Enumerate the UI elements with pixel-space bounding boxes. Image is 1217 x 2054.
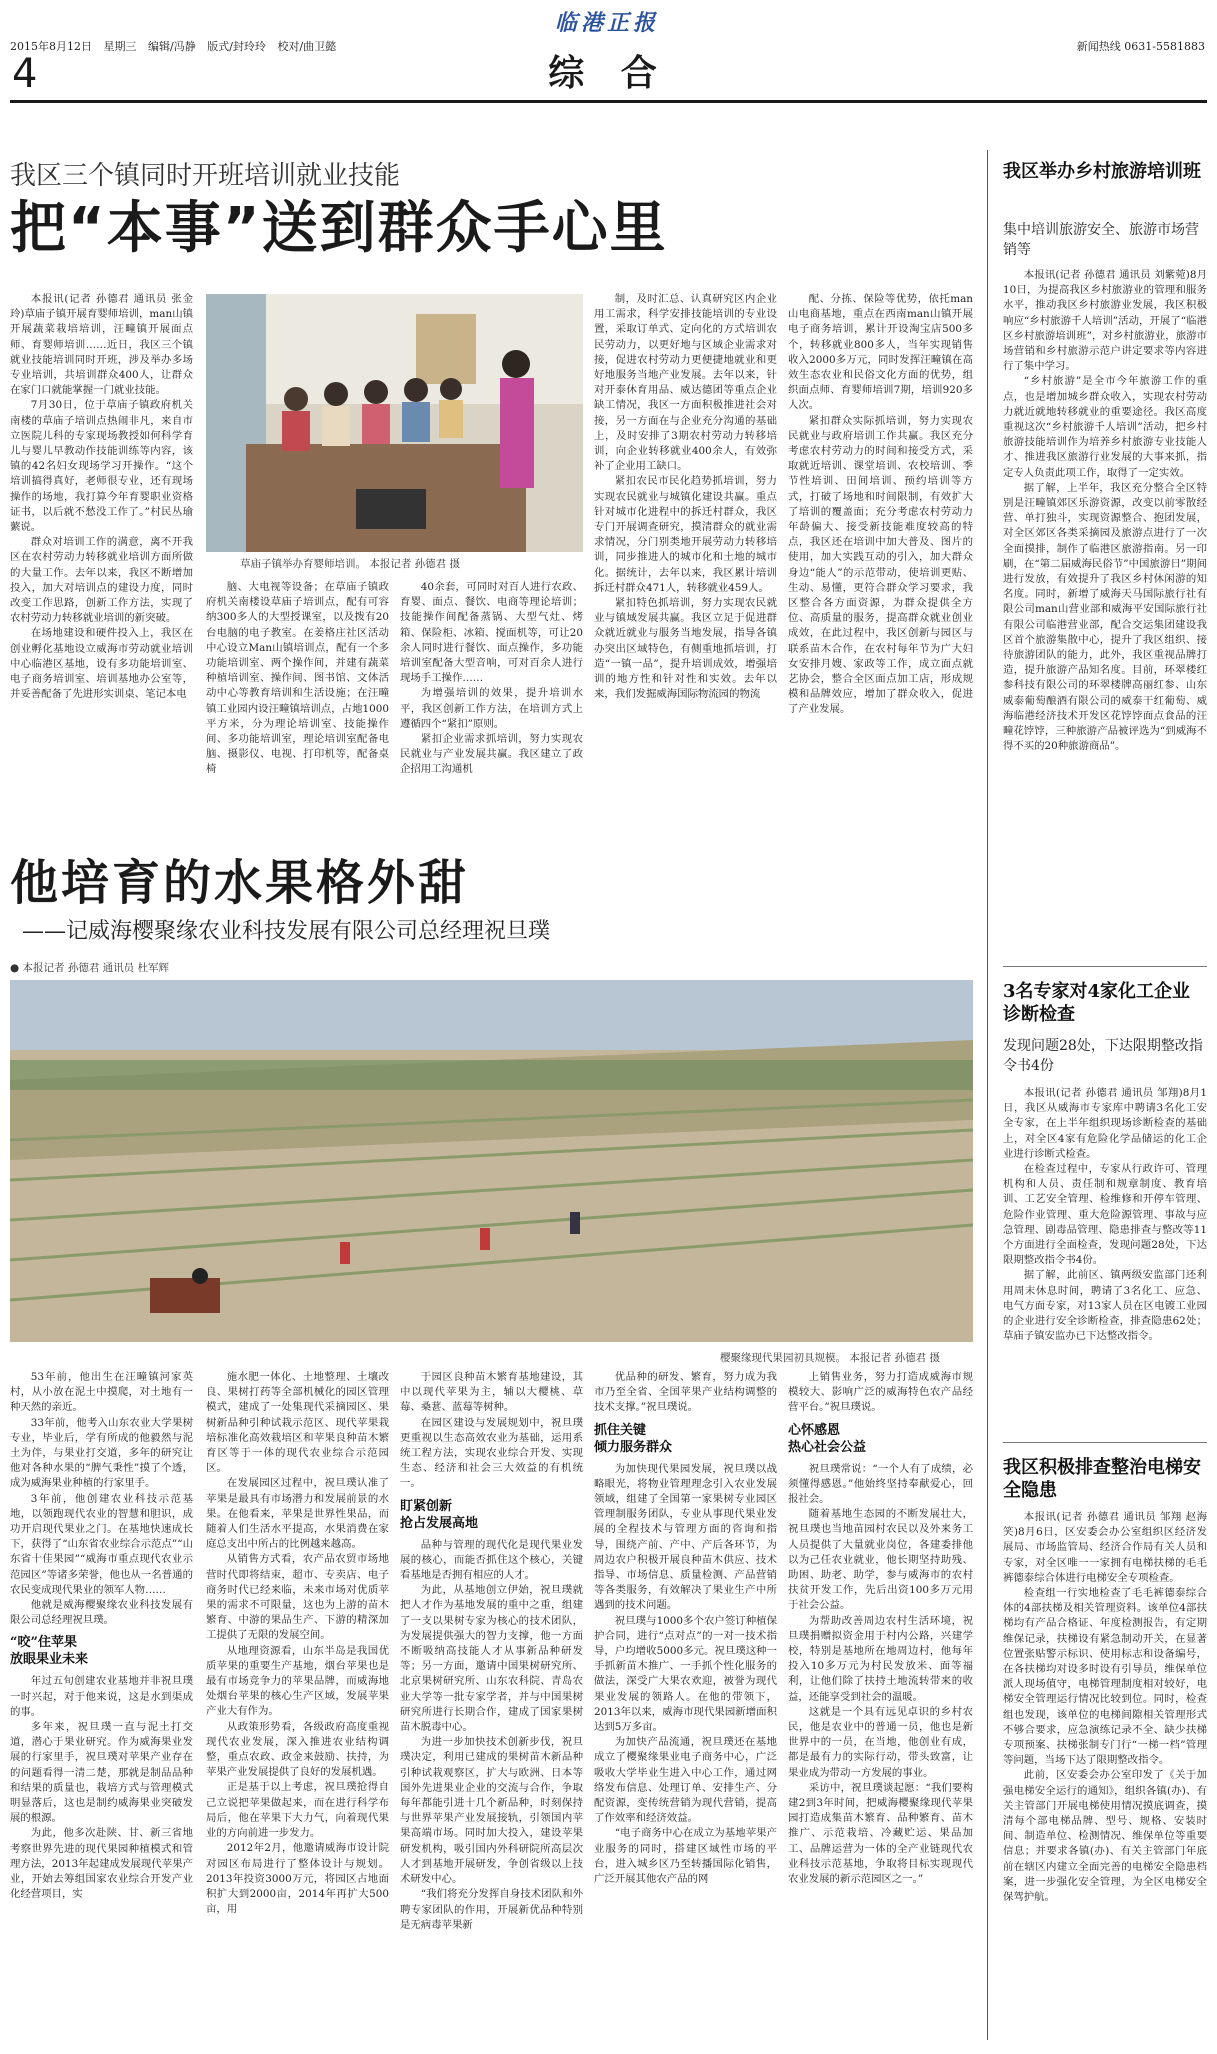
- a2-col4-p1: 优品种的研发、繁育，努力成为我市乃至全省、全国苹果产业结构调整的技术支撑。”祝旦璞说。: [594, 1371, 777, 1414]
- byline-marker: ●: [10, 962, 23, 974]
- a2-col3-p1: 于园区良种苗木繁育基地建设，其中以现代苹果为主，辅以大樱桃、草莓、桑葚、蓝莓等树种。: [400, 1371, 583, 1414]
- a1-col5-text-b: 紧扣群众实际抓培训，努力实现农民就业与政府培训工作共赢。我区充分考虑农村劳动力的时间和接受方式，采取就近培训、课堂培训、农校培训、季节性培训、田间培训、预约培训等方式，打破了场地和时间限制，有效扩大了培训的覆盖面；充分考虑农村劳动力年龄偏大、接受新技能难度较高的特点，我区还在培训中加大普及、图片的使用，加大实践互动的引入，加大群众身边“能人”的示范带动，使培训更贴、生动、易懂，更符合群众学习要求，我区整合各方面资源，为群众提供全方位、高质量的服务，提高群众就业创业成效，在此过程中，我区创新与园区与联系苗木合作，在农村每年节为广大妇女安排月嫂、家政等工作，成立面点就艺协会，整合全区面点加工店，形成规模和品牌效应，增加了群众收入，促进了产业发展。: [788, 414, 973, 716]
- side1-p3: 据了解，上半年，我区充分整合全区特别是汪疃镇郊区乐游资源，改变以前零散经营、单打独斗，实现资源整合、抱团发展，对全区郊区各类采摘园及旅游点进行了一次全面摸排，制作了临港区旅游指南。另一印刷，在“第二届威海民俗节”中国旅游日”期间进行发放，有效提升了我区乡村休闲游的知名度。同时，新增了威海天马国际旅行社有限公司man山营业部和威海平安国际旅行社有限公司临港营业部，配合交运集团建设我区首个旅游集散中心，提升了我区组织、接待旅游团队的能力，此外，我区重视品牌打造，提升旅游产品知名度。目前，环翠楼红参科技有限公司的环翠楼牌高丽红参、山东威泰葡萄酿酒有限公司的威泰干红葡萄、威海临港经济技术开发区花饽饽面点食品的汪疃花饽饽，三种旅游产品被评选为“到威海不得不买的20种旅游商品”。: [1003, 481, 1207, 753]
- section-title: 综 合: [548, 53, 669, 94]
- orchard-photo: [10, 980, 973, 1342]
- side1-p2: “乡村旅游”是全市今年旅游工作的重点，也是增加城乡群众收入，实现农村劳动力就近就地转移就业的重要途径。我区高度重视这次“乡村旅游千人培训”活动，把乡村旅游技能培训作为培养乡村旅游专业技能人才、推进我区旅游行业发展的大事来抓，指定专人负责此项工作，取得了一定实效。: [1003, 375, 1207, 479]
- a1-col5: [788, 292, 973, 830]
- a2-subhead-4: 心怀感恩 热心社会公益: [788, 1422, 867, 1455]
- a2-col1-p2: 33年前，他考入山东农业大学果树专业，毕业后，学有所成的他毅然与泥土为伴，与果业打交道，多年的研究让他对各种水果的“脾气秉性”摸了个透，成为威海果业种植的行家里手。: [10, 1416, 193, 1490]
- a2-col5-p1: 上销售业务，努力打造成威海市规模较大、影响广泛的威海特色农产品经营平台。”祝旦璞说。: [788, 1371, 973, 1414]
- a1-col3-text-c: 紧扣企业需求抓培训，努力实现农民就业与产业发展共赢。我区建立了政企招用工沟通机: [400, 733, 583, 776]
- a2-col2-p3: 从销售方式看，农产品农贸市场地营时代即将结束，超市、专卖店、电子商务时代已经来临，未来市场对优质苹果的需求不可限量，这也为上游的苗木繁育、中游的果品生产、下游的精深加工提供了无限的发展空间。: [206, 1553, 389, 1642]
- a2-col3-p3: 品种与管理的现代化是现代果业发展的核心，而能否抓住这个核心，关键看基地是否拥有相应的人才。: [400, 1538, 583, 1582]
- side3-p2: 检查组一行实地检查了毛毛裤德泰综合体的4部扶梯及相关管理资料。该单位4部扶梯均有产品合格证、年度检测报告，有定期维保记录，扶梯设有紧急制动开关，在显著位置张贴警示标识、使用标志和设备编号，在各扶梯均对设多时设有引导员，维保单位派人现场值守，电梯管理制度相对较好，电梯安全管理运行情况比较到位。同时，检查组也发现，该单位的电梯间隙相关管理形式不够合要求，应急演练记录不全、缺少扶梯专项预案、扶梯张制专门行“一梯一档”管理等问题，当场下达了限期整改指令。: [1003, 1587, 1207, 1767]
- a2-col5-p6: 采访中，祝旦璞谈起愿：“我们要构建2到3年时间，把威海樱聚缘现代苹果园打造成集苗木繁育、品种繁育、苗木推广、示范栽培、冷藏贮运、果品加工、品牌运营为一体的全产业链现代农业科技示范基地，争取将目标实现现代农业发展的新示范园区之一。”: [788, 1781, 973, 1886]
- a1-col2-text: 脑、大电视等设备；在草庙子镇政府机关南楼设草庙子培训点，配有可容纳300多人的大型授课室，以及拨有20台电脑的电子教室。在姜格庄社区活动中心设立Man山镇培训点，配有一个多功能培训室、两个操作间，并建有蔬菜种植培训室、操作间、图书馆、文体活动中心等教育培训和生活设施；在汪疃镇工业园内设汪疃镇培训点，占地1000平方米，分为理论培训室、技能操作间、多功能培训室，理论培训室配备电脑、摄影仪、电视、打印机等，配备桌椅: [206, 581, 389, 776]
- side3-body: [1003, 1510, 1207, 2042]
- a2-photo: [10, 980, 973, 1342]
- a1-p4: 在场地建设和硬件投入上，我区在创业孵化基地设立威海市劳动就业培训中心临港区基地，设有多功能培训室、电子商务培训室、培训基地办公室等，并妥善配备了先进形实训桌、笔记本电: [10, 627, 193, 701]
- column-divider: [987, 150, 988, 2040]
- designer: 版式/封玲玲: [207, 40, 266, 53]
- editor: 编辑/冯静: [148, 40, 196, 53]
- a2-byline: [10, 960, 169, 975]
- side2-p1: 本报讯(记者 孙德君 通讯员 邹翔)8月1日，我区从威海市专家库中聘请3名化工安全专家，在上半年组织现场诊断检查的基础上，对全区4家有危险化学品储运的化工企业进行诊断式检查。: [1003, 1087, 1207, 1160]
- a2-title: 他培育的水果格外甜: [10, 855, 470, 911]
- a1-col3-text-b: 为增强培训的效果，提升培训水平，我区创新工作方法，在培训方式上遵循四个“紧扣”原则。: [400, 687, 583, 730]
- a1-photo: [206, 294, 583, 552]
- a1-photo-caption: 草庙子镇举办育婴师培训。 本报记者 孙德君 摄: [240, 558, 461, 570]
- side2-p2: 在检查过程中，专家从行政许可、管理机构和人员、责任制和规章制度、教育培训、工艺安全管理、检维修和开停车管理、危险作业管理、重大危险源管理、事故与应急管理、剧毒品管理、隐患排查与整改等11个方面进行全面检查，发现问题28处，下达限期整改指令书4份。: [1003, 1163, 1207, 1267]
- a2-subhead-1: “咬”住苹果 放眼果业未来: [10, 1635, 89, 1668]
- side2-title: 3名专家对4家化工企业诊断检查: [1003, 981, 1191, 1025]
- a2-col4-p4: 为加快产品流通，祝旦璞还在基地成立了樱聚缘果业电子商务中心，广泛吸收大学毕业生进入中心工作，通过网络发布信息、处理订单、安排生产、分配资源，变传统营销为现代营销，提高了作效率和经济效益。: [594, 1736, 777, 1825]
- header-rule: [10, 100, 1207, 103]
- a1-p2: 7月30日，位于草庙子镇政府机关南楼的草庙子培训点热闹非凡，来自市立医院儿科的专家现场教授如何科学育儿与婴儿早教动作技能训练等内容，该镇的42名妇女现场学习开操作。“这个培训搞得真好，老师很专业，还有现场操作的场地，我打算今年育婴职业资格证书，以后就不愁没工作了。”村民丛瑜蘩说。: [10, 399, 193, 534]
- a1-col4: [594, 292, 777, 830]
- a2-col4-p3: 祝旦璞与1000多个农户签订种植保护合同，进行“点对点”的一对一技术指导，户均增收5000多元。祝旦璞这种一手抓新苗木推广、一手抓个性化服务的做法，深受广大果农欢迎，被誉为现代果业发展的领路人。在他的带领下，2013年以来，威海市现代果园新增面积达到5万多亩。: [594, 1614, 777, 1734]
- news-hotline: 新闻热线 0631-5581883: [1076, 40, 1205, 53]
- a2-col2: [206, 1370, 389, 2042]
- side2-rule: [1003, 966, 1207, 967]
- a2-col1-p4: 他就是威海樱聚缘农业科技发展有限公司总经理祝旦璞。: [10, 1599, 193, 1627]
- a1-col5-text: 配、分拣、保险等优势，依托man山电商基地，重点在西南man山镇开展电子商务培训，累计开设淘宝店500多个，转移就业800多人，当年实现销售收入2000多万元，同时发挥汪疃镇在高效生态农业和民俗文化方面的优势，组织面点师、育婴师培训7期，培训920多人次。: [788, 293, 973, 412]
- a2-col5-p4: 为帮助改善周边农村生活环境，祝旦璞捐赠拟资金用于村内公路，兴建学校，特别是基地所在地周边村，他每年投入10多万元为村民发放米、面等福利，让他们除了扶持土地流转带来的收益，还能享受到社会的温暖。: [788, 1614, 973, 1703]
- a2-col3-p6: “我们将充分发挥自身技术团队和外聘专家团队的作用，开展新优品种特别是无病毒苹果新: [400, 1888, 583, 1931]
- a2-col1-p6: 多年来，祝旦璞一直与泥土打交道，潜心于果业研究。作为威海果业发展的行家里手，祝旦璞对苹果产业存在的问题看得一清二楚，那就是制品品种和结果的质量也，栽培方式与管理模式明显落后，这也是制约威海果业突破发展的根源。: [10, 1721, 193, 1825]
- a2-col5: [788, 1370, 973, 2042]
- a2-col3-p2: 在园区建设与发展规划中，祝旦璞更重视以生态高效农业为基础，运用系统工程方法，实现农业综合开发、实现生态、经济和社会三大效益的有机统一。: [400, 1416, 583, 1490]
- side2-p3: 据了解，此前区、镇两级安监部门还利用周末休息时间，聘请了3名化工、应急、电气方面专家，对13家人员在区电镀工业园的企业进行安全诊断检查，排查隐患62处；草庙子镇安监办已下达整改指令。: [1003, 1269, 1207, 1343]
- a2-col1: [10, 1370, 193, 2042]
- a1-col4-text-c: 紧扣特色抓培训，努力实现农民就业与镇域发展共赢。我区立足于促进群众就近就业与服务当地发展，指导各镇办突出区域特色，有侧重地抓培训，打造“一镇一品”，提升培训成效，增强培训的地方性和针对性和实效。去年以来，我们发掘威海国际物流园的物流: [594, 597, 777, 701]
- weekday: 星期三: [103, 40, 137, 53]
- a2-col5-p3: 随着基地生态园的不断发展壮大，祝旦璞也当地苗园村农民以及外来务工人员提供了大量就业岗位，各建委排他以为己任农业就业，他长期坚持助残、助困、助老、助学，参与威海市的农村扶贫开发工作，先后出资100多万元用于社会公益。: [788, 1508, 973, 1612]
- side1-body: [1003, 268, 1207, 828]
- a1-kicker: 我区三个镇同时开班培训就业技能: [10, 161, 401, 191]
- side3-title: 我区积极排查整治电梯安全隐患: [1003, 1457, 1201, 1501]
- a2-col1-p3: 3年前，他创建农业科技示范基地，以领跑现代农业的智慧和胆识，成功开启现代果业之门。在基地快速成长下，获得了“山东省农业综合示范点”“山东省十佳果园”“威海市重点现代农业示范园区”等诸多荣誉，他也从一名普通的农民变成现代果业的领军人物……: [10, 1492, 193, 1596]
- a2-col4-p5: “电子商务中心在成立为基地苹果产业服务的同时，搭建区域性市场的平台，进入城乡区乃至转播国际化销售，广泛开展其他农产品的网: [594, 1827, 777, 1886]
- a1-col4-text: 制，及时汇总、认真研究区内企业用工需求，科学安排技能培训的专业设置，采取订单式、定向化的方式培训农民劳动力，以更好地与区域企业需求对接，促进农村劳动力更便捷地就业和更好地服务当地产业发展。去年以来，针对开泰休育用品、威达德团等重点企业缺工情况，我区一方面积极推进社会对接，另一方面在与企业充分沟通的基础上，及时安排了3期农村劳动力转移培训，向企业转移就业400余人，有效弥补了企业用工缺口。: [594, 293, 777, 473]
- side3-rule: [1003, 1442, 1207, 1443]
- a2-col2-p2: 在发展园区过程中，祝旦璞认准了苹果是最具有市场潜力和发展前景的水果。在他看来，苹果是世界性果品，而随着人们生活水平提高，水果消费在家庭总支出中所占的比例越来越高。: [206, 1477, 389, 1551]
- a1-title: 把“本事”送到群众手心里: [10, 196, 668, 261]
- issue-date: 2015年8月12日: [10, 40, 92, 53]
- side1-subtitle: 集中培训旅游安全、旅游市场营销等: [1003, 222, 1199, 258]
- a2-col5-p2: 祝旦璞常说：“一个人有了成绩，必须懂得感恩。”他始终坚持奉献爱心，回报社会。: [788, 1462, 973, 1506]
- a2-col2-p6: 正是基于以上考虑，祝旦璞抢得自己立说把苹果做起来，而在进行科学布局后，他在苹果下大力气，向着现代果业的方向前进一步发力。: [206, 1781, 389, 1840]
- a2-col4: [594, 1370, 777, 2042]
- a2-col1-p5: 年过五旬创建农业基地并非祝旦璞一时兴起，对于他来说，这是水到渠成的事。: [10, 1675, 193, 1718]
- a1-col1: [10, 292, 193, 830]
- a1-p1: 本报讯(记者 孙德君 通讯员 张金玲)草庙子镇开展育婴师培训，man山镇开展蔬菜栽培培训，汪疃镇开展面点师、育婴师培训……近日，我区三个镇就业技能培训同时开班，涉及举办多场专业培训，共培训群众400人，让群众在家门口就能掌握一门就业技能。: [10, 293, 193, 397]
- a1-col3-text: 40余套，可同时对百人进行农政、育婴、面点、餐饮、电商等理论培训；技能操作间配备蒸锅、大型气灶、烤箱、保险柜、冰箱、搅面机等，可让20余人同时进行餐饮、面点操作，多功能培训室配备大型音响，可对百余人进行现场手工操作……: [400, 581, 583, 685]
- a2-col2-p7: 2012年2月，他邀请威海市设计院对园区布局进行了整体设计与规划。2013年投资3000万元，将园区占地面积扩大到2000亩，2014年再扩大500亩，用: [206, 1842, 389, 1916]
- a1-p3: 群众对培训工作的满意，离不开我区在农村劳动力转移就业培训方面所做的大量工作。去年以来，我区不断增加投入，加大对培训点的建设力度，同时改变工作思路，创新工作方法，实现了农村劳动力转移就业培训的新突破。: [10, 536, 193, 625]
- a2-col2-p1: 施水肥一体化、土地整理、土壤改良、果树打药等全部机械化的园区管理模式，建成了一处集现代采摘园区、果树新品种引种试栽示范区、现代苹果栽培标准化高效栽培区和苹果良种苗木繁育区等于一体的现代农业综合示范园区。: [206, 1371, 389, 1475]
- side2-body: [1003, 1086, 1207, 1426]
- a2-col1-p1: 53年前，他出生在汪疃镇河家英村，从小放在泥土中摸爬，对土地有一种天然的亲近。: [10, 1371, 193, 1414]
- a2-col3: [400, 1370, 583, 2042]
- a2-col5-p5: 这就是一个具有远见卓识的乡村农民，他是农业中的普通一员，他也是新世界中的一员，在当地，他创业有成，都是最有力的实际行动，带头致富，让果业成为带动一方发展的事业。: [788, 1705, 973, 1779]
- side3-p3: 此前，区安委会办公室印发了《关于加强电梯安全运行的通知》，组织各镇(办)、有关主管部门开展电梯使用情况摸底调查，摸清每个部电梯品牌、型号、规格、安装时间、制造单位、检测情况、维保单位等重要信息；并要求各镇(办)、有关主管部门年底前在辖区内建立全面完善的电梯安全隐患档案，进一步强化安全管理，为全区电梯安全保驾护航。: [1003, 1769, 1207, 1904]
- a1-col2: [206, 580, 389, 830]
- page-number: 4: [12, 51, 38, 97]
- a2-byline-text: 本报记者 孙德君 通讯员 杜军辉: [22, 962, 170, 974]
- side1-p1: 本报讯(记者 孙德君 通讯员 刘紫菀)8月10日，为提高我区乡村旅游业的管理和服务水平，推动我区乡村旅游业发展，我区积极响应“乡村旅游千人培训”活动，开展了“临港区乡村旅游培训班”，对乡村旅游业，旅游市场营销和乡村旅游示范户讲定要求等内容进行了集中学习。: [1003, 269, 1207, 373]
- a2-photo-caption: 樱聚缘现代果园初具规模。 本报记者 孙德君 摄: [720, 1352, 941, 1364]
- a2-col1-p7: 为此，他多次赴陕、甘、新三省地考察世界先进的现代果园种植模式和管理方法，2013年起建成发展现代苹果产业，开始去筹组国家农业综合开发产业化经营项目，实: [10, 1827, 193, 1901]
- a1-col4-text-b: 紧扣农民市民化趋势抓培训，努力实现农民就业与城镇化建设共赢。重点针对城市化进程中的拆迁村群众，我区专门开展调查研究，摸清群众的就业需求情况，分门别类地开展劳动力转移培训，同步推进人的城市化和土地的城市化。据统计，去年以来，我区累计培训拆迁村群众471人，转移就业459人。: [594, 475, 777, 594]
- a2-col2-p5: 从政策形势看，各级政府高度重视现代农业发展，深入推进农业结构调整，重点农政、政金来鼓励、扶持，为苹果产业发展提供了良好的发展机遇。: [206, 1720, 389, 1779]
- side1-title: 我区举办乡村旅游培训班: [1003, 161, 1201, 182]
- side2-subtitle: 发现问题28处，下达限期整改指令书4份: [1003, 1038, 1203, 1074]
- a2-col3-p4: 为此，从基地创立伊始，祝旦璞就把人才作为基地发展的重中之重，组建了一支以果树专家为核心的技术团队，为发展提供强大的智力支撑，他一方面不断吸纳高技能人才从事新品种研发等；另一方面，邀请中国果树研究所、北京果树研究所、山东农科院、青岛农业大学等一批专家学者，并与中国果树研究所进行长期合作，建成了国家果树苗木脱毒中心。: [400, 1584, 583, 1734]
- a2-col2-p4: 从地理资源看，山东半岛是我国优质苹果的重要生产基地，烟台苹果也是最有市场竞争力的苹果品牌，而威海地处烟台苹果的核心生产区域，发展苹果产业大有作为。: [206, 1644, 389, 1718]
- masthead-logo: 临港正报: [554, 10, 659, 36]
- a2-subtitle: ——记威海樱聚缘农业科技发展有限公司总经理祝旦璞: [22, 919, 551, 944]
- proofreader: 校对/曲卫懿: [277, 40, 337, 53]
- side3-p1: 本报讯(记者 孙德君 通讯员 邹翔 赵海笑)8月6日，区安委会办公室组织区经济发展局、市场监管局、经济合作局有关人员和专家，对全区唯一一家拥有电梯扶梯的毛毛裤德泰综合体进行电梯安全专项检查。: [1003, 1511, 1207, 1584]
- a2-subhead-2: 盯紧创新 抢占发展高地: [400, 1498, 479, 1531]
- a2-col4-p2: 为加快现代果园发展，祝旦璞以战略眼光，将物业管理理念引入农业发展领域，组建了全国第一家果树专业园区管理制服务团队，专业从事现代果业发展的全程技术与管理方面的咨询和指导，围绕产前、产中、产后各环节，为周边农户积极开展良种苗木供应、技术指导、市场信息、质量检测、产品营销等各类服务，有效解决了果业生产中所遇到的技术问题。: [594, 1462, 777, 1612]
- training-class-photo: [206, 294, 583, 552]
- a1-col3: [400, 580, 583, 830]
- a2-col3-p5: 为进一步加快技术创新步伐，祝旦璞决定，利用已建成的果树苗木新品种引种试栽观察区，扩大与欧洲、日本等国外先进果业企业的交流与合作，争取每年都能引进十几个新品种，时刻保持与世界苹果产业发展接轨，引领国内苹果高端市场。同时加大投入，建设苹果研发机构，吸引国内外科研院所高层次人才到基地开展研发，争创省级以上技术研发中心。: [400, 1736, 583, 1886]
- a2-subhead-3: 抓住关键 倾力服务群众: [594, 1422, 673, 1455]
